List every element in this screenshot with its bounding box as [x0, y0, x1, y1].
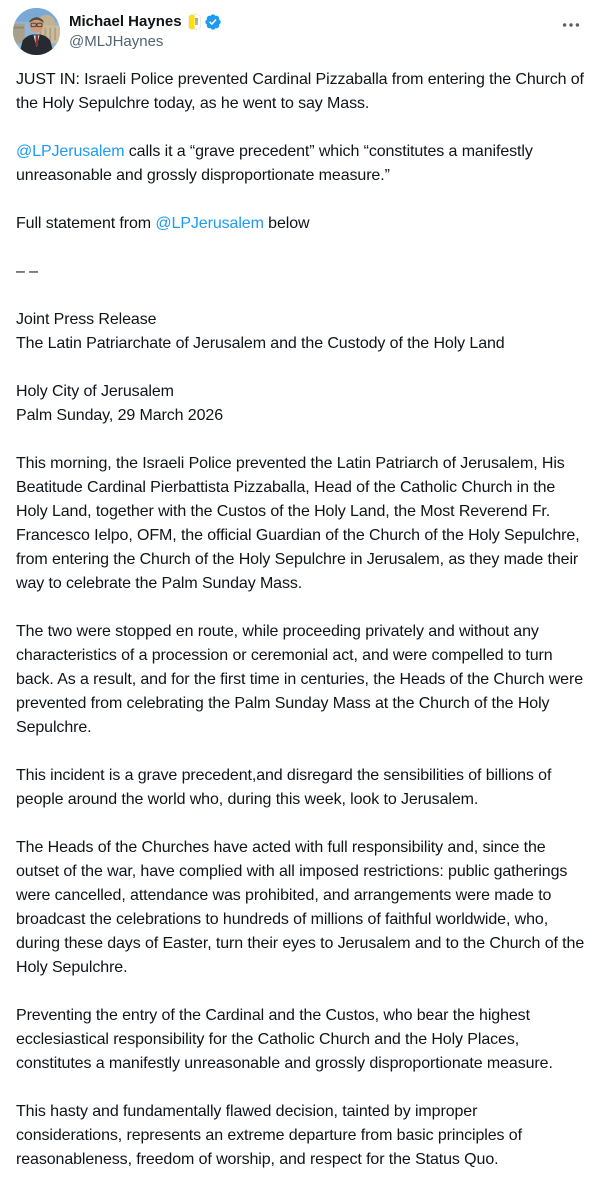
display-name[interactable]: Michael Haynes	[69, 13, 182, 30]
tweet-paragraph: JUST IN: Israeli Police prevented Cardinal Pizzaballa from entering the Church of the Holy Sepulchre today, as he went to say Mass.	[16, 71, 584, 112]
tweet-paragraph: The two were stopped en route, while proceeding privately and without any characteristics of a procession or ceremonial act, and were compelled to turn back. As a result, and for the first time in centuries, the Heads of the Church were prevented from celebrating the Palm Sunday Mass at the Church of the Holy Sepulchre.	[16, 623, 583, 736]
avatar[interactable]	[13, 8, 60, 55]
tweet-paragraph: This incident is a grave precedent,and disregard the sensibilities of billions of people around the world who, during this week, look to Jerusalem.	[16, 767, 552, 808]
user-names	[69, 8, 222, 52]
user-handle: @MLJHaynes	[69, 33, 164, 50]
verified-badge-icon	[204, 13, 222, 31]
tweet-text	[0, 55, 600, 1172]
tweet-paragraph: Joint Press Release The Latin Patriarchate of Jerusalem and the Custody of the Holy Land	[16, 311, 505, 352]
ellipsis-icon	[560, 14, 582, 36]
tweet-paragraph: This hasty and fundamentally flawed decision, tainted by improper considerations, represents an extreme departure from basic principles of reasonableness, freedom of worship, and respect for the Status Quo.	[16, 1103, 522, 1168]
tweet-paragraph: – –	[16, 263, 38, 280]
tweet-paragraph: Full statement from @LPJerusalem below	[16, 215, 310, 232]
tweet-paragraph: @LPJerusalem calls it a “grave precedent” which “constitutes a manifestly unreasonable and grossly disproportionate measure.”	[16, 143, 533, 184]
tweet-paragraph: Preventing the entry of the Cardinal and the Custos, who bear the highest ecclesiastical responsibility for the Catholic Church and the Holy Places, constitutes a manifestly unreasonable and grossly disproportionate measure.	[16, 1007, 553, 1072]
more-options-button[interactable]	[557, 11, 585, 44]
mention-link[interactable]: @LPJerusalem	[155, 215, 264, 232]
vatican-flag-icon	[189, 15, 200, 29]
tweet-paragraph: This morning, the Israeli Police prevented the Latin Patriarch of Jerusalem, His Beatitude Cardinal Pierbattista Pizzaballa, Head of the Catholic Church in the Holy Land, together with the Custos of the Holy Land, the Most Reverend Fr. Francesco Ielpo, OFM, the official Guardian of the Church of the Holy Sepulchre, from entering the Church of the Holy Sepulchre in Jerusalem, as they made their way to celebrate the Palm Sunday Mass.	[16, 455, 580, 592]
mention-link[interactable]: @LPJerusalem	[16, 143, 125, 160]
tweet-header	[0, 0, 600, 55]
tweet-paragraph: The Heads of the Churches have acted with full responsibility and, since the outset of the war, have complied with all imposed restrictions: public gatherings were cancelled, attendance was prohibited, and arrangements were made to broadcast the celebrations to hundreds of millions of faithful worldwide, who, during these days of Easter, turn their eyes to Jerusalem and to the Church of the Holy Sepulchre.	[16, 839, 585, 976]
tweet-paragraph: Holy City of Jerusalem Palm Sunday, 29 March 2026	[16, 383, 224, 424]
avatar-photo	[13, 8, 60, 55]
display-name-row	[69, 12, 222, 31]
